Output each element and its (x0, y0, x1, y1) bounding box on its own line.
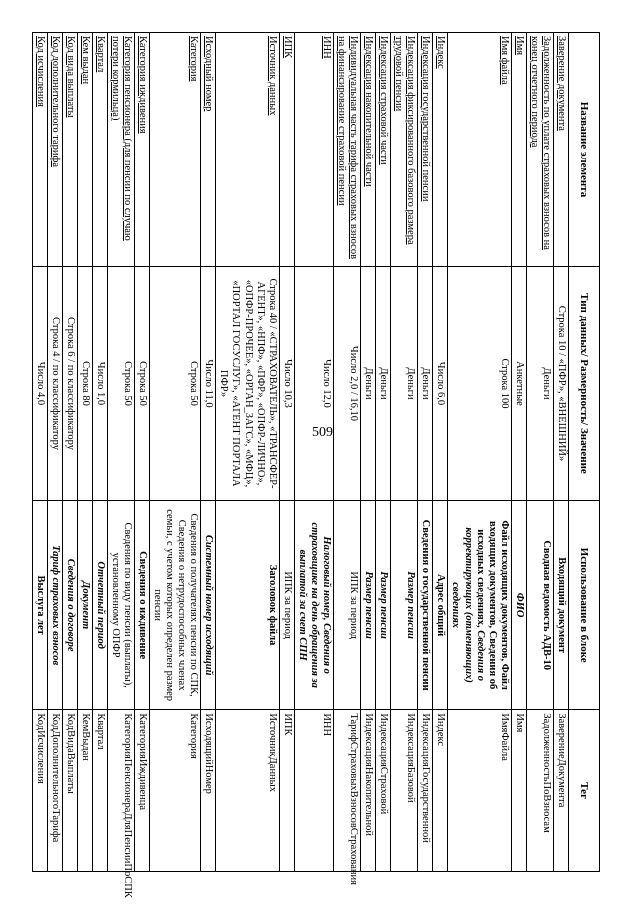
element-name-cell: Источник данных (216, 33, 279, 267)
table-row (32, 33, 47, 872)
data-type-cell: Строка 50 (107, 266, 134, 500)
usage-cell (77, 500, 92, 709)
data-type-cell: Анкетные (511, 266, 526, 500)
usage-text: ИПК за период (281, 571, 293, 639)
usage-cell (32, 500, 47, 709)
element-name-cell: Задолженность по уплате страховых взносов на конец отчетного периода (526, 33, 553, 267)
data-type-cell: Строка 80 (77, 266, 92, 500)
table-row (333, 33, 360, 872)
data-type-cell: Число 12,0 (294, 266, 333, 500)
usage-cell (294, 500, 333, 709)
element-name-cell: Индексация государственной пенсии (418, 33, 433, 267)
usage-cell (107, 500, 134, 709)
data-type-cell: Деньги (391, 266, 418, 500)
tag-cell: КемВыдан (77, 710, 92, 872)
usage-text: Файл исходящих документов, (498, 520, 510, 664)
usage-text: Системный номер исходящий (203, 534, 215, 676)
usage-cell (333, 500, 360, 709)
table-row (294, 33, 333, 872)
tag-cell: ИндексацияГосударственной (418, 710, 433, 872)
tag-cell: ЗадолженностьПоВзносам (526, 710, 553, 872)
data-type-cell: Число 2,0 / 16,10 (333, 266, 360, 500)
data-type-cell: Деньги (376, 266, 391, 500)
data-type-cell: Строка 50 (135, 266, 150, 500)
usage-text: Адрес общий (435, 574, 447, 637)
element-name-cell: Категория (150, 33, 201, 267)
data-type-cell: Число 1,0 (92, 266, 107, 500)
header-usage: Использование в блоке (569, 500, 600, 709)
usage-cell (135, 500, 150, 709)
rotated-table-page (34, 32, 600, 898)
usage-cell (47, 500, 62, 709)
table-row (135, 33, 150, 872)
usage-cell (201, 500, 216, 709)
header-element-name: Название элемента (569, 33, 600, 267)
tag-cell: ИПК (279, 710, 294, 872)
tag-cell: ИндексацияСтраховой (376, 710, 391, 872)
data-type-cell: Строка 50 (150, 266, 201, 500)
usage-text: Сведения о договоре (64, 558, 76, 652)
tag-cell: КодДополнительногоТарифа (47, 710, 62, 872)
tag-cell: ТарифСтраховыхВзносовСтрахования (333, 710, 360, 872)
usage-cell (526, 500, 553, 709)
data-type-cell: Деньги (418, 266, 433, 500)
data-type-cell: Число 11,0 (201, 266, 216, 500)
header-tag: Тег (569, 710, 600, 872)
table-row (150, 33, 201, 872)
tag-cell: КодИсчисления (32, 710, 47, 872)
usage-cell (448, 500, 511, 709)
data-type-cell: Деньги (526, 266, 553, 500)
usage-cell (92, 500, 107, 709)
usage-text: Заголовок файла (266, 564, 278, 646)
element-name-cell: ИПК (279, 33, 294, 267)
usage-cell (433, 500, 448, 709)
usage-text: Сведения по виду пенсии (выплаты), установленному ОПФР (109, 522, 133, 688)
tag-cell: КатегорияПенсионераДляПенсииПоСПК (107, 710, 134, 872)
tag-cell: Индекс (433, 710, 448, 872)
usage-cell (279, 500, 294, 709)
element-name-cell: Заверение документа (553, 33, 568, 267)
table-row (418, 33, 433, 872)
tag-cell: КодВидаВыплаты (62, 710, 77, 872)
usage-text: Выслуга лет (34, 575, 46, 635)
table-row (47, 33, 62, 872)
usage-text: Тариф страховых взносов (49, 545, 61, 666)
element-name-cell: Кем выдан (77, 33, 92, 267)
usage-text: ИПК за период (348, 571, 360, 639)
tag-cell: ЗаверениеДокумента (553, 710, 568, 872)
table-row (526, 33, 553, 872)
table-row (92, 33, 107, 872)
element-name-cell: Код дополнительного тарифа (47, 33, 62, 267)
data-type-cell: Строка 40 / «СТРАХОВАТЕЛЬ», «ТРАНСФЕР-АГЕНТ», «НПФ», «ПФР», «ОПФР-ЛИЧНО», «ОПФР-ПРОЧЕЕ», «ОРГАН_ЗАГС», «МФЦ», «ПОРТАЛ ГОСУСЛУГ», «АГЕНТ ПОРТАЛА ПФР» (216, 266, 279, 500)
data-type-cell: Число 10,3 (279, 266, 294, 500)
element-name-cell: Имя (511, 33, 526, 267)
table-row (433, 33, 448, 872)
data-type-cell: Строка 10 / «ПФР», «ВНЕШНИЙ» (553, 266, 568, 500)
element-name-cell: Индивидуальная часть тарифа страховых взносов на финансирование страховой пенсии (333, 33, 360, 267)
element-name-cell: Квартал (92, 33, 107, 267)
table-row (216, 33, 279, 872)
element-name-cell: Исходный номер (201, 33, 216, 267)
usage-text: Сведения о государственной пенсии (420, 519, 432, 691)
usage-cell (361, 500, 376, 709)
element-name-cell: ИНН (294, 33, 333, 267)
tag-cell: КатегорияИждивенца (135, 710, 150, 872)
usage-text: Сводная ведомость АДВ-10 (540, 540, 552, 670)
element-name-cell: Категория пенсионера (для пенсии по случаю потери кормильца) (107, 33, 134, 267)
element-name-cell: Имя файла (448, 33, 511, 267)
usage-text: Входящий документ (556, 557, 567, 654)
data-type-cell: Число 6,0 (433, 266, 448, 500)
usage-cell (553, 500, 568, 709)
header-data-type: Тип данных/ Размерность/ Значение (569, 266, 600, 500)
usage-cell (376, 500, 391, 709)
table-row (448, 33, 511, 872)
usage-text: Сведения о корректирующих (отменяющих) сведениях (450, 527, 486, 683)
element-name-cell: Индекс (433, 33, 448, 267)
tag-cell: ИсходящийНомер (201, 710, 216, 872)
table-row (553, 33, 568, 872)
table-row (77, 33, 92, 872)
element-name-cell: Индексация страховой части (376, 33, 391, 267)
usage-text: Сведения о иждивение (137, 551, 149, 660)
elements-table (32, 32, 600, 898)
tag-cell: Квартал (92, 710, 107, 872)
table-row (391, 33, 418, 872)
table-row (511, 33, 526, 872)
table-row (279, 33, 294, 872)
page-number: 509 (312, 425, 333, 440)
usage-cell (418, 500, 433, 709)
usage-text: Файл входящих документов, Сведения об исходных сведениях, (474, 521, 510, 690)
usage-cell (216, 500, 279, 709)
usage-cell (391, 500, 418, 709)
usage-text: Налоговый номер, Сведения о страховщике на день обращения за выплатой за счет СПН (296, 522, 332, 688)
tag-cell: ИндексацияБазовой (391, 710, 418, 872)
tag-cell: Имя (511, 710, 526, 872)
usage-text: Размер пенсии (363, 571, 375, 639)
tag-cell: ИНН (294, 710, 333, 872)
usage-text: ФИО (513, 592, 525, 618)
tag-cell: ИмяФайла (448, 710, 511, 872)
tag-cell: ИсточникДанных (216, 710, 279, 872)
usage-text: Документ (79, 581, 91, 630)
element-name-cell: Индексация фиксированного базового размера трудовой пенсии (391, 33, 418, 267)
table-row (361, 33, 376, 872)
usage-text: Размер пенсии (378, 571, 390, 639)
table-row (201, 33, 216, 872)
element-name-cell: Индексация накопительной части (361, 33, 376, 267)
table-row (107, 33, 134, 872)
element-name-cell: Код вида выплаты (62, 33, 77, 267)
usage-cell (150, 500, 201, 709)
element-name-cell: Категория иждивения (135, 33, 150, 267)
data-type-cell: Деньги (361, 266, 376, 500)
data-type-cell: Число 4,0 (32, 266, 47, 500)
data-type-cell: Строка 100 (448, 266, 511, 500)
table-row (62, 33, 77, 872)
data-type-cell: Строка 6 / по классификатору (62, 266, 77, 500)
usage-text: Сведения о получателях пенсии по СПК, Сведения о нетрудоспособных членах семьи, с учетом которых определен размер пенсии (152, 509, 200, 702)
usage-text: Размер пенсии (405, 571, 417, 639)
usage-text: Отчетный период (94, 561, 106, 649)
usage-cell (511, 500, 526, 709)
table-row (376, 33, 391, 872)
tag-cell: Категория (150, 710, 201, 872)
element-name-cell: Код исчисления (32, 33, 47, 267)
data-type-cell: Строка 4 / по классификатору (47, 266, 62, 500)
tag-cell: ИндексацияНакопительной (361, 710, 376, 872)
usage-cell (62, 500, 77, 709)
table-header-row (569, 33, 600, 872)
